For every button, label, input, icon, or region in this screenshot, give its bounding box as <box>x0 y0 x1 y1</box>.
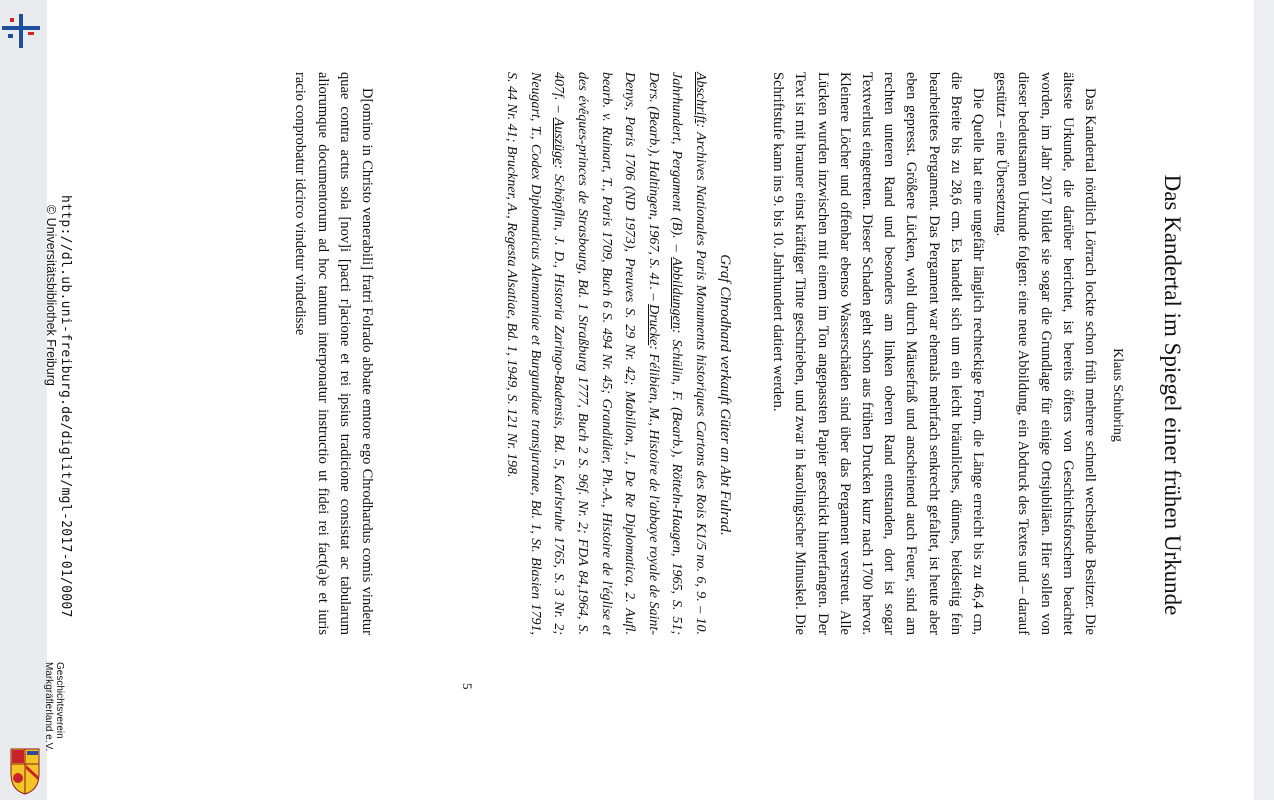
document-title: Das Kandertal im Spiegel einer frühen Urkunde <box>1160 174 1185 616</box>
rotated-document <box>43 0 1253 800</box>
ub-freiburg-logo-icon <box>2 14 40 48</box>
coat-of-arms-icon <box>8 746 42 796</box>
drucke-text: : Félibien, M., Histoire de l'abbaye royale de Saint-Denys, Paris 1706 (ND 1973), Preuves S. 29 Nr. 42; Mabillon, J., De Re Diplomatica, 2. Aufl. bearb. v. Ruinart, T., Paris 1709, Buch 6 S. 494 Nr. 45; Grandidier, Ph.-A., Histoire de l'église et des évêques-princes de Strasbourg, Bd. 1 Straßburg 1777, Buch 2 S. 96f. Nr. 2; FDA 84,1964, S. 407f. – <box>551 72 661 635</box>
copyright-notice: © Universitätsbibliothek Freiburg <box>44 205 58 386</box>
section-title: Graf Chrodhard verkauft Güter an Abt Fulrad. <box>717 254 733 536</box>
latin-transcription: D[omino in Christo venerabili] fratri Folrado abbate emtore ego Chrodhardus comis vindetur quae contra actus sola [nov]i [pacti r]acione et rei ipsius tradicione consistat ac tabularum aliorumque documentorum ad hoc tantum interponatur instructio ut fidei rei fact(a)e et iuris racio conprobatur idcirco vindetur vindedisse <box>292 72 375 635</box>
abbildungen-text: : Schülin, F. (Bearb.), Rötteln-Haagen, 1965, S. 51; Ders. (Bearb.), Haltingen, 1967, S. 41. – <box>645 72 685 635</box>
source-url-link[interactable]: http://dl.ub.uni-freiburg.de/diglit/mgl-2017-01/0007 <box>58 195 73 618</box>
right-margin-strip <box>1254 0 1274 800</box>
abbildungen-label: Abbildungen <box>669 257 685 329</box>
paragraph-intro: Das Kandertal nördlich Lörrach lockte schon früh mehrere schnell wechselnde Besitzer. Die älteste Urkunde, die darüber berichtet, ist bereits öfters von Geschichtsforschern beachtet worden, im Jahr 2017 bildet sie sogar die Grundlage für einige Ortsjubiläen. Hier sollen von dieser bedeutsamen Urkunde folgen: eine neue Abbildung, ein Abdruck des Textes und – darauf gestützt – eine Übersetzung. <box>993 72 1098 635</box>
source-references <box>500 72 712 635</box>
auszuege-text: : Schöpflin, J. D., Historia Zaringo-Badensis, Bd. 5, Karlsruhe 1765, S. 3 Nr. 2; Neugart, T., Codex Diplomaticus Alemanniae et Burgundiae transjuranae, Bd. 1, St. Blasien 1791, S. 44 Nr. 41; Bruckner, A., Regesta Alsatiae, Bd. 1, 1949, S. 121 Nr. 198. <box>504 72 567 635</box>
page-number: 5 <box>460 683 475 690</box>
author-name: Klaus Schubring <box>1110 348 1125 442</box>
verein-name-line1: Geschichtsverein <box>54 662 65 739</box>
abschrift-text: : Archives Nationales Paris Monuments historiques Cartons des Rois K1/5 no. 6, 9. – 10. Jahrhundert, Pergament (B). – <box>669 72 708 635</box>
abschrift-label: Abschrift <box>693 72 708 124</box>
left-margin-strip <box>0 0 47 800</box>
verein-name-line2: Markgräflerland e.V. <box>43 662 54 752</box>
drucke-label: Drucke <box>645 304 661 346</box>
paragraph-description: Die Quelle hat eine ungefähr länglich rechteckige Form, die Länge erreicht bis zu 46,4 cm, die Breite bis zu 28,6 cm. Es handelt sich um ein leicht bräunliches, dünnes, beidseitig fein bearbeitetes Pergament. Das Pergament war ehemals mehrfach senkrecht gefaltet, ist heute aber eben gepresst. Größere Lücken, wohl durch Mäusefraß und anscheinend auch Feuer, sind am rechten unteren Rand und besonders am linken oberen Rand entstanden, dort ist sogar Textverlust eingetreten. Dieser Schaden geht schon aus frühen Drucken kurz nach 1700 hervor. Kleinere Löcher und offenbar ebenso Wasserschäden sind über das Pergament verstreut. Alle Lücken wurden inzwischen mit einem im Ton angepassten Papier geschickt hinterfangen. Der Text ist mit brauner einst kräftiger Tinte geschrieben, und zwar in karolingischer Minuskel. Die Schriftstufe kann ins 9. bis 10. Jahrhundert datiert werden. <box>770 72 986 635</box>
auszuege-label: Auszüge <box>551 117 567 165</box>
